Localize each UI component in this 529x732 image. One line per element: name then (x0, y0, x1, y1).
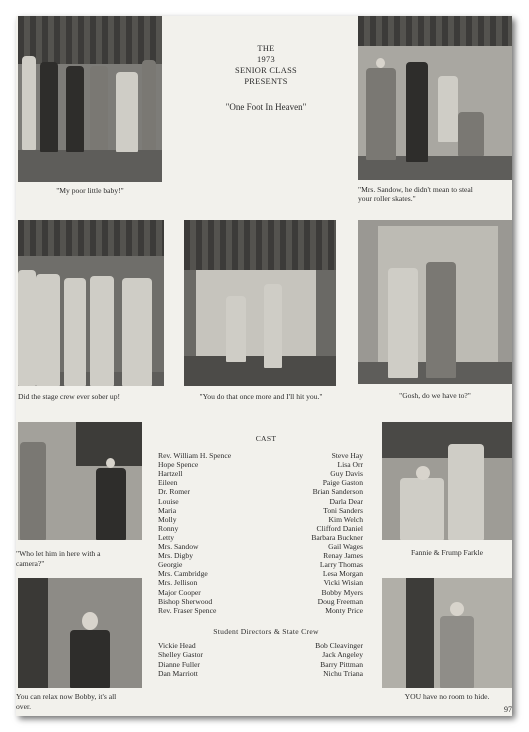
photo-fannie-frump (382, 422, 512, 540)
cast-actor: Renay James (323, 551, 363, 561)
cast-row (158, 497, 363, 507)
caption-photo-7: Fannie & Frump Farkle (411, 548, 483, 557)
cast-actor: Bobby Myers (321, 587, 363, 597)
cast-row (158, 460, 363, 470)
cast-actor: Lesa Morgan (322, 569, 363, 579)
play-title: "One Foot In Heaven" (225, 102, 307, 112)
cast-row (158, 606, 363, 616)
cast-role: Georgie (158, 560, 183, 570)
crew-row (158, 641, 363, 651)
cast-actor: Gail Wages (328, 542, 363, 551)
caption-photo-2-line-1: "Mrs. Sandow, he didn't mean to steal (358, 185, 473, 194)
cast-row (158, 451, 363, 461)
header-presents: PRESENTS (244, 77, 288, 86)
cast-role: Eileen (158, 478, 178, 488)
cast-role: Molly (158, 514, 177, 524)
crew-member-left: Shelley Gastor (158, 650, 203, 660)
header-senior-class: SENIOR CLASS (234, 66, 297, 75)
cast-actor: Darla Dear (329, 496, 363, 506)
photo-camera-scene (18, 422, 142, 540)
cast-role: Dr. Romer (158, 487, 191, 497)
cast-row (158, 506, 363, 516)
cast-role: Hope Spence (158, 460, 199, 470)
caption-photo-8-line-2: over. (16, 702, 31, 711)
header-year: 1973 (257, 55, 275, 64)
crew-member-left: Dianne Fuller (158, 659, 200, 669)
cast-row (158, 578, 363, 588)
cast-row (158, 515, 363, 525)
cast-actor: Kim Welch (328, 514, 363, 524)
photo-do-we-have-to (358, 220, 512, 384)
cast-role: Rev. William H. Spence (158, 451, 232, 460)
crew-row (158, 669, 363, 679)
header-the: THE (257, 44, 275, 53)
photo-hit-you-scene (184, 220, 336, 386)
cast-row (158, 569, 363, 579)
cast-actor: Brian Sanderson (312, 487, 363, 497)
cast-actor: Clifford Daniel (316, 523, 363, 533)
cast-row (158, 487, 363, 497)
cast-row (158, 551, 363, 561)
crew-heading: Student Directors & State Crew (213, 627, 319, 636)
cast-actor: Toni Sanders (323, 505, 363, 515)
cast-actor: Paige Gaston (322, 478, 363, 488)
cast-row (158, 533, 363, 543)
cast-role: Louise (158, 496, 179, 506)
caption-photo-9: YOU have no room to hide. (404, 692, 490, 701)
cast-role: Rev. Fraser Spence (158, 605, 217, 615)
cast-row (158, 524, 363, 534)
crew-member-right: Bob Cleavinger (315, 641, 363, 650)
cast-row (158, 542, 363, 552)
cast-role: Hartzell (158, 469, 183, 479)
cast-role: Letty (158, 532, 175, 542)
cast-row (158, 588, 363, 598)
photo-stage-crew (18, 220, 164, 386)
caption-photo-1: "My poor little baby!" (56, 186, 124, 195)
crew-member-right: Barry Pittman (320, 659, 363, 669)
caption-photo-5: "Gosh, do we have to?" (399, 391, 471, 400)
cast-row (158, 560, 363, 570)
cast-role: Mrs. Jellison (158, 578, 198, 588)
cast-role: Ronny (158, 523, 179, 533)
photo-mrs-sandow-scene (358, 16, 512, 180)
cast-role: Maria (158, 505, 177, 515)
caption-photo-6-line-1: "Who let him in here with a (16, 549, 101, 558)
page-number: 97 (504, 705, 512, 714)
cast-role: Mrs. Sandow (158, 542, 199, 551)
cast-role: Bishop Sherwood (158, 596, 213, 606)
cast-actor: Lisa Orr (337, 460, 363, 470)
photo-no-room-to-hide (382, 578, 512, 688)
caption-photo-2-line-2: your roller skates." (358, 194, 416, 203)
cast-actor: Steve Hay (331, 451, 363, 460)
cast-actor: Guy Davis (330, 469, 363, 479)
cast-actor: Doug Freeman (317, 596, 363, 606)
cast-actor: Monty Price (325, 605, 363, 615)
cast-actor: Larry Thomas (319, 560, 363, 570)
cast-row (158, 469, 363, 479)
crew-member-right: Jack Angeley (322, 650, 363, 660)
caption-photo-8-line-1: You can relax now Bobby, it's all (16, 692, 117, 701)
cast-row (158, 478, 363, 488)
cast-actor: Vicki Wisian (323, 578, 363, 588)
cast-role: Major Cooper (158, 587, 201, 597)
crew-row (158, 650, 363, 660)
cast-role: Mrs. Cambridge (158, 569, 208, 579)
crew-row (158, 660, 363, 670)
cast-role: Mrs. Digby (158, 551, 194, 561)
caption-photo-3: Did the stage crew ever sober up! (18, 392, 121, 401)
photo-stage-scene-baby (18, 16, 162, 182)
caption-photo-6-line-2: camera?" (16, 559, 45, 568)
cast-actor: Barbara Buckner (311, 532, 363, 542)
crew-member-right: Nichu Triana (323, 668, 363, 678)
caption-photo-4: "You do that once more and I'll hit you." (199, 392, 323, 401)
crew-member-left: Dan Marriott (158, 668, 198, 678)
yearbook-page (16, 16, 512, 716)
cast-heading: CAST (255, 434, 277, 443)
photo-bobby-relax (18, 578, 142, 688)
crew-member-left: Vickie Head (158, 641, 196, 650)
cast-row (158, 597, 363, 607)
